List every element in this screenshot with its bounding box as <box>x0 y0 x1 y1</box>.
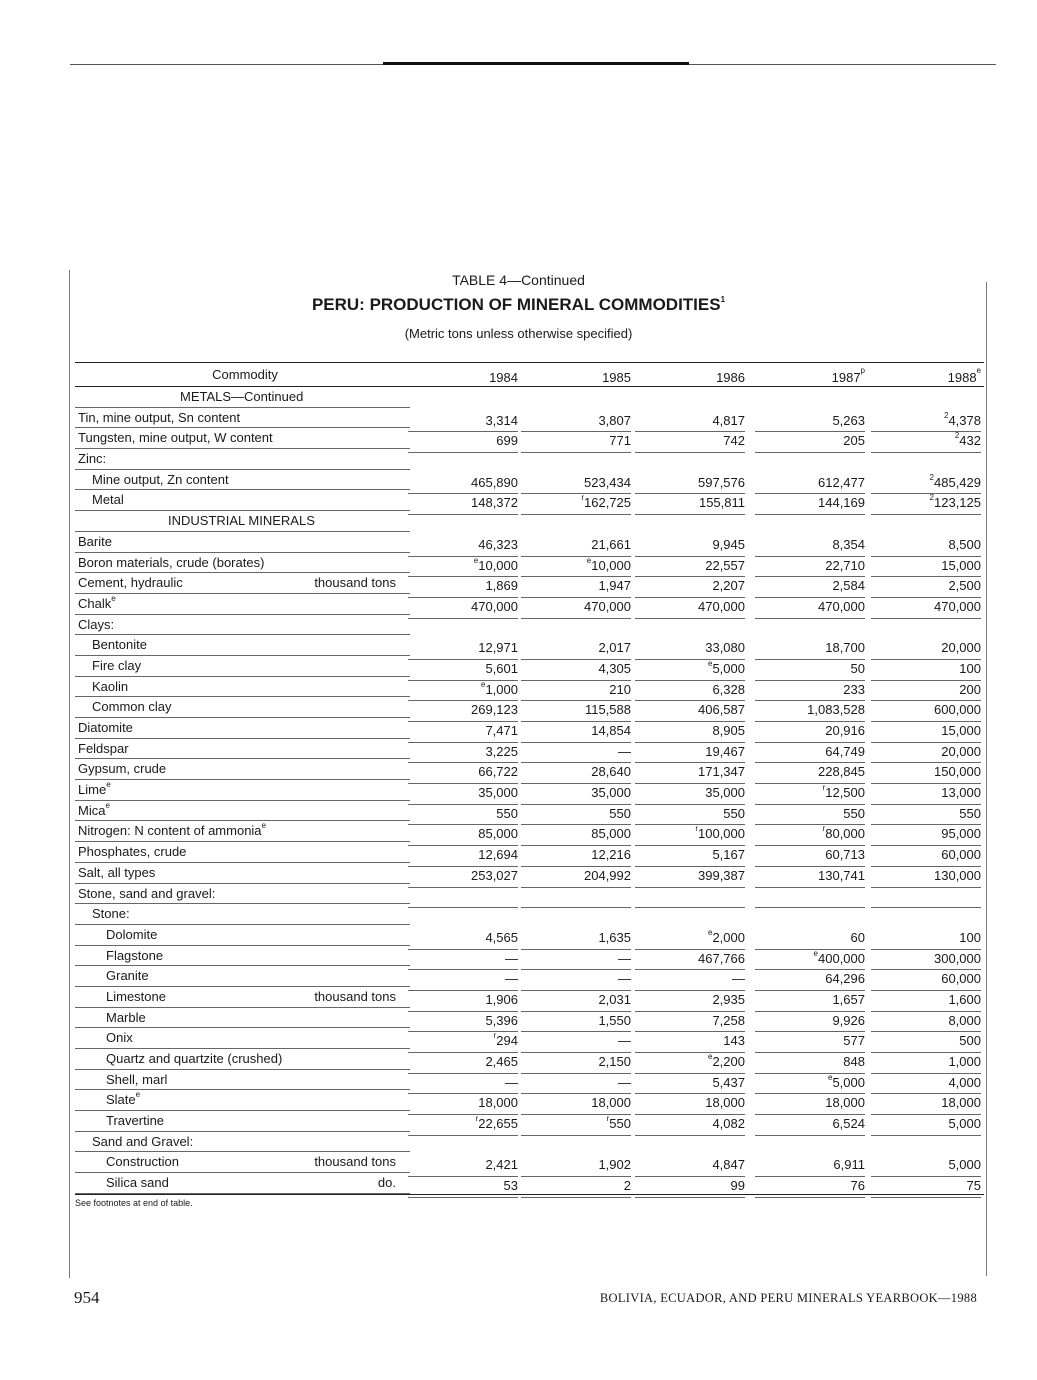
commodity-label: Cement, hydraulic <box>78 575 183 591</box>
value-cell: 14,854 <box>521 721 631 743</box>
value-cell: 21,661 <box>521 535 631 557</box>
value-cell: 2,150 <box>521 1052 631 1074</box>
value-cell: 600,000 <box>871 700 981 722</box>
value-cell <box>871 452 981 453</box>
value-cell: $^r$12,500 <box>755 783 865 805</box>
value-cell: 1,000 <box>871 1052 981 1074</box>
value-cell: 76 <box>755 1176 865 1198</box>
value-cell: 75 <box>871 1176 981 1198</box>
commodity-label: Onix <box>106 1030 133 1046</box>
table-row <box>75 925 984 946</box>
value-cell: 35,000 <box>635 783 745 805</box>
value-cell: 205 <box>755 431 865 453</box>
table-row <box>75 1028 984 1049</box>
value-cell: 2,207 <box>635 576 745 598</box>
table-row <box>75 656 984 677</box>
value-cell: 100 <box>871 928 981 950</box>
value-cell <box>408 452 518 453</box>
value-cell: $^e$10,000 <box>408 556 518 578</box>
commodity-label: Tungsten, mine output, W content <box>78 430 273 446</box>
commodity-label: Gypsum, crude <box>78 761 167 777</box>
value-cell: 171,347 <box>635 762 745 784</box>
value-cell: $^2$123,125 <box>871 493 981 515</box>
value-cell: 6,524 <box>755 1114 865 1136</box>
value-cell: 233 <box>755 680 865 702</box>
table-row <box>75 821 984 842</box>
value-cell: — <box>521 1073 631 1095</box>
value-cell: 18,000 <box>871 1093 981 1115</box>
unit-label: thousand tons <box>314 575 396 591</box>
value-cell: 2,584 <box>755 576 865 598</box>
value-cell: 2,500 <box>871 576 981 598</box>
value-cell: 12,971 <box>408 638 518 660</box>
table-subtitle: (Metric tons unless otherwise specified) <box>404 326 633 341</box>
commodity-label: Bentonite <box>92 637 147 653</box>
commodity-label: Kaolin <box>92 678 129 694</box>
value-cell: 143 <box>635 1031 745 1053</box>
value-cell: 2,017 <box>521 638 631 660</box>
value-cell: 150,000 <box>871 762 981 784</box>
commodity-label: Quartz and quartzite (crushed) <box>106 1051 283 1066</box>
value-cell: 20,000 <box>871 742 981 764</box>
year-header: 1986 <box>716 370 745 385</box>
value-cell: $^r$162,725 <box>521 493 631 515</box>
value-cell: 848 <box>755 1052 865 1074</box>
publication-title: BOLIVIA, ECUADOR, AND PERU MINERALS YEARBOOK—1988 <box>599 1291 977 1305</box>
value-cell <box>635 1135 745 1136</box>
value-cell: 50 <box>755 659 865 681</box>
value-cell: 8,354 <box>755 535 865 557</box>
value-cell: 1,635 <box>521 928 631 950</box>
value-cell: 148,372 <box>408 493 518 515</box>
value-cell <box>635 907 745 908</box>
value-cell: 64,296 <box>755 969 865 991</box>
table-row <box>75 780 984 801</box>
table-row <box>75 470 984 491</box>
value-cell: 20,916 <box>755 721 865 743</box>
value-cell: — <box>521 1031 631 1053</box>
commodity-label: Stone: <box>92 906 130 922</box>
commodity-label: Fire clay <box>92 657 142 673</box>
value-cell: 742 <box>635 431 745 453</box>
table-row <box>75 739 984 760</box>
value-cell: $^2$485,429 <box>871 473 981 495</box>
value-cell: — <box>521 969 631 991</box>
value-cell: 35,000 <box>521 783 631 805</box>
value-cell: 130,741 <box>755 866 865 888</box>
commodity-label: Limestone <box>106 988 166 1004</box>
value-cell: 60 <box>755 928 865 950</box>
value-cell: 4,000 <box>871 1073 981 1095</box>
value-cell: 35,000 <box>408 783 518 805</box>
value-cell: 300,000 <box>871 949 981 971</box>
commodity-label: Slate$^e$ <box>106 1090 141 1108</box>
value-cell: 12,216 <box>521 845 631 867</box>
value-cell: 144,169 <box>755 493 865 515</box>
table-row <box>75 1070 984 1091</box>
value-cell: 130,000 <box>871 866 981 888</box>
commodity-label: Feldspar <box>78 740 129 756</box>
value-cell: 66,722 <box>408 762 518 784</box>
value-cell: $^e$5,000 <box>635 659 745 681</box>
value-cell: 4,565 <box>408 928 518 950</box>
value-cell: $^r$22,655 <box>408 1114 518 1136</box>
table-row <box>75 615 984 636</box>
table-row <box>75 677 984 698</box>
value-cell: 5,000 <box>871 1114 981 1136</box>
value-cell: 210 <box>521 680 631 702</box>
table-row <box>75 884 984 905</box>
commodity-label: Common clay <box>92 699 172 715</box>
value-cell: 470,000 <box>521 597 631 619</box>
value-cell: 18,700 <box>755 638 865 660</box>
value-cell: 2,465 <box>408 1052 518 1074</box>
table-row <box>75 635 984 656</box>
value-cell: 100 <box>871 659 981 681</box>
value-cell: 523,434 <box>521 473 631 495</box>
value-cell <box>871 1135 981 1136</box>
row-rule <box>75 1193 410 1194</box>
value-cell: 5,437 <box>635 1073 745 1095</box>
table-body <box>75 387 984 1195</box>
value-cell <box>755 452 865 453</box>
value-cell: — <box>408 949 518 971</box>
commodity-label: Construction <box>106 1154 179 1170</box>
table-row <box>75 573 984 594</box>
commodity-label: Chalk$^e$ <box>78 593 116 611</box>
value-cell: 470,000 <box>635 597 745 619</box>
value-cell: 20,000 <box>871 638 981 660</box>
value-cell: $^r$550 <box>521 1114 631 1136</box>
commodity-label: Phosphates, crude <box>78 844 187 860</box>
value-cell <box>408 887 518 888</box>
value-cell: 470,000 <box>871 597 981 619</box>
commodity-label: Granite <box>106 968 149 984</box>
value-cell: 15,000 <box>871 721 981 743</box>
table-row <box>75 1090 984 1111</box>
table-row <box>75 1173 984 1195</box>
value-cell: 46,323 <box>408 535 518 557</box>
commodity-label: Sand and Gravel: <box>92 1133 194 1149</box>
commodity-label: Mine output, Zn content <box>92 471 229 487</box>
value-cell: 9,926 <box>755 1011 865 1033</box>
value-cell: 228,845 <box>755 762 865 784</box>
value-cell <box>755 887 865 888</box>
value-cell: 19,467 <box>635 742 745 764</box>
value-cell: 550 <box>635 804 745 826</box>
value-cell: 253,027 <box>408 866 518 888</box>
value-cell: 2,031 <box>521 990 631 1012</box>
table-row <box>75 801 984 822</box>
value-cell: 1,906 <box>408 990 518 1012</box>
value-cell: 5,000 <box>871 1155 981 1177</box>
value-cell: 5,167 <box>635 845 745 867</box>
value-cell: 33,080 <box>635 638 745 660</box>
value-cell: $^e$2,200 <box>635 1052 745 1074</box>
value-cell: 7,258 <box>635 1011 745 1033</box>
value-cell <box>521 452 631 453</box>
value-cell: 18,000 <box>521 1093 631 1115</box>
value-cell <box>521 618 631 619</box>
value-cell: 597,576 <box>635 473 745 495</box>
value-cell: $^e$5,000 <box>755 1073 865 1095</box>
value-cell: 467,766 <box>635 949 745 971</box>
value-cell: $^r$80,000 <box>755 824 865 846</box>
value-cell: 1,600 <box>871 990 981 1012</box>
table-label: TABLE 4—Continued <box>452 272 585 288</box>
value-cell: 550 <box>871 804 981 826</box>
value-cell: 60,000 <box>871 845 981 867</box>
value-cell: 6,911 <box>755 1155 865 1177</box>
value-cell: 99 <box>635 1176 745 1198</box>
value-cell: 465,890 <box>408 473 518 495</box>
value-cell: 500 <box>871 1031 981 1053</box>
value-cell: 53 <box>408 1176 518 1198</box>
value-cell: — <box>521 949 631 971</box>
value-cell: 470,000 <box>755 597 865 619</box>
value-cell: 2,421 <box>408 1155 518 1177</box>
value-cell: 204,992 <box>521 866 631 888</box>
value-cell <box>521 1135 631 1136</box>
value-cell: 12,694 <box>408 845 518 867</box>
value-cell: 399,387 <box>635 866 745 888</box>
commodity-header: Commodity <box>212 367 278 382</box>
value-cell: $^e$400,000 <box>755 949 865 971</box>
table-row <box>75 449 984 470</box>
value-cell: 22,557 <box>635 556 745 578</box>
value-cell: 5,601 <box>408 659 518 681</box>
value-cell <box>871 907 981 908</box>
value-cell: 6,328 <box>635 680 745 702</box>
value-cell: $^2$432 <box>871 431 981 453</box>
value-cell: 1,083,528 <box>755 700 865 722</box>
table-row <box>75 408 984 429</box>
commodity-label: Zinc: <box>78 451 107 467</box>
value-cell <box>635 887 745 888</box>
commodity-label: Mica$^e$ <box>78 800 110 818</box>
value-cell: 8,500 <box>871 535 981 557</box>
table-row <box>75 946 984 967</box>
commodity-label: Marble <box>106 1009 146 1025</box>
commodity-label: Salt, all types <box>78 864 156 880</box>
left-margin-line <box>69 270 70 1278</box>
year-header: 1984 <box>489 370 518 385</box>
value-cell <box>408 907 518 908</box>
value-cell <box>521 907 631 908</box>
section-heading-row <box>75 387 984 408</box>
value-cell: 60,000 <box>871 969 981 991</box>
value-cell <box>635 452 745 453</box>
value-cell <box>755 618 865 619</box>
value-cell: 269,123 <box>408 700 518 722</box>
section-heading-row <box>75 511 984 532</box>
value-cell: 1,947 <box>521 576 631 598</box>
table-row <box>75 490 984 511</box>
value-cell: 8,000 <box>871 1011 981 1033</box>
value-cell: 2,935 <box>635 990 745 1012</box>
value-cell: — <box>521 742 631 764</box>
value-cell: 7,471 <box>408 721 518 743</box>
value-cell: 18,000 <box>408 1093 518 1115</box>
value-cell: 470,000 <box>408 597 518 619</box>
value-cell: 4,082 <box>635 1114 745 1136</box>
table-row <box>75 1132 984 1153</box>
commodity-label: Silica sand <box>106 1175 169 1191</box>
value-cell <box>871 618 981 619</box>
value-cell <box>755 1135 865 1136</box>
right-margin-line <box>986 282 987 1276</box>
commodity-label: Lime$^e$ <box>78 780 111 798</box>
value-cell: 612,477 <box>755 473 865 495</box>
value-cell: 85,000 <box>408 824 518 846</box>
value-cell: 9,945 <box>635 535 745 557</box>
value-cell: 699 <box>408 431 518 453</box>
table-row <box>75 759 984 780</box>
value-cell: 4,817 <box>635 411 745 433</box>
value-cell: 5,396 <box>408 1011 518 1033</box>
table-row <box>75 1152 984 1173</box>
commodity-label: Stone, sand and gravel: <box>78 885 216 901</box>
table-title-text: PERU: PRODUCTION OF MINERAL COMMODITIES <box>311 295 721 314</box>
page-number: 954 <box>74 1288 100 1307</box>
table-row <box>75 987 984 1008</box>
value-cell: 200 <box>871 680 981 702</box>
value-cell: 1,550 <box>521 1011 631 1033</box>
value-cell: — <box>408 1073 518 1095</box>
table-row <box>75 553 984 574</box>
commodity-label: Dolomite <box>106 926 158 942</box>
value-cell <box>408 1135 518 1136</box>
value-cell: 85,000 <box>521 824 631 846</box>
table-row <box>75 904 984 925</box>
commodity-label: Barite <box>78 533 112 549</box>
year-header: 1985 <box>602 370 631 385</box>
table-row <box>75 966 984 987</box>
commodity-label: Metal <box>92 492 124 508</box>
value-cell <box>755 907 865 908</box>
value-cell: 28,640 <box>521 762 631 784</box>
value-cell: $^e$10,000 <box>521 556 631 578</box>
value-cell: 550 <box>755 804 865 826</box>
table-row <box>75 1008 984 1029</box>
table-title <box>0 295 1037 315</box>
value-cell: $^e$1,000 <box>408 680 518 702</box>
table-header-row <box>75 363 984 387</box>
top-rule-accent <box>383 62 689 65</box>
commodity-label: Clays: <box>78 616 115 632</box>
value-cell: — <box>635 969 745 991</box>
table-row <box>75 1049 984 1070</box>
value-cell: 1,869 <box>408 576 518 598</box>
value-cell <box>635 618 745 619</box>
value-cell: 64,749 <box>755 742 865 764</box>
commodity-label: INDUSTRIAL MINERALS <box>168 513 315 529</box>
commodity-label: Flagstone <box>106 947 164 963</box>
year-header: 1987$^p$ <box>831 366 865 385</box>
title-footnote-mark: 1 <box>720 295 726 304</box>
value-cell: 13,000 <box>871 783 981 805</box>
value-cell: 577 <box>755 1031 865 1053</box>
table-row <box>75 532 984 553</box>
value-cell: 406,587 <box>635 700 745 722</box>
value-cell: 18,000 <box>755 1093 865 1115</box>
value-cell: — <box>408 969 518 991</box>
value-cell: $^2$4,378 <box>871 411 981 433</box>
value-cell: $^e$2,000 <box>635 928 745 950</box>
value-cell: $^r$100,000 <box>635 824 745 846</box>
unit-label: thousand tons <box>314 988 396 1004</box>
value-cell: 15,000 <box>871 556 981 578</box>
value-cell: 1,657 <box>755 990 865 1012</box>
commodity-label: METALS—Continued <box>180 389 304 404</box>
value-cell: 3,807 <box>521 411 631 433</box>
table-row <box>75 718 984 739</box>
value-cell: 155,811 <box>635 493 745 515</box>
table-row <box>75 697 984 718</box>
commodity-label: Diatomite <box>78 720 133 735</box>
value-cell: $^r$294 <box>408 1031 518 1053</box>
table-row <box>75 594 984 615</box>
commodity-label: Boron materials, crude (borates) <box>78 554 265 570</box>
commodity-label: Tin, mine output, Sn content <box>78 409 241 425</box>
value-cell: 8,905 <box>635 721 745 743</box>
value-cell: 5,263 <box>755 411 865 433</box>
value-cell: 4,305 <box>521 659 631 681</box>
value-cell: 2 <box>521 1176 631 1198</box>
value-cell: 18,000 <box>635 1093 745 1115</box>
value-cell: 1,902 <box>521 1155 631 1177</box>
footnote: See footnotes at end of table. <box>75 1198 193 1208</box>
value-cell: 60,713 <box>755 845 865 867</box>
value-cell: 3,314 <box>408 411 518 433</box>
value-cell <box>408 618 518 619</box>
value-cell: 95,000 <box>871 824 981 846</box>
value-cell: 550 <box>408 804 518 826</box>
value-cell <box>521 887 631 888</box>
value-cell: 771 <box>521 431 631 453</box>
commodity-label: Nitrogen: N content of ammonia$^e$ <box>78 821 266 839</box>
value-cell: 550 <box>521 804 631 826</box>
value-cell: 4,847 <box>635 1155 745 1177</box>
value-cell <box>871 887 981 888</box>
table-row <box>75 842 984 863</box>
table-row <box>75 863 984 884</box>
table-row <box>75 428 984 449</box>
year-header: 1988e <box>947 366 981 385</box>
production-table <box>75 362 984 1195</box>
unit-label: do. <box>377 1175 396 1191</box>
commodity-label: Travertine <box>106 1113 165 1129</box>
commodity-label: Shell, marl <box>106 1071 168 1087</box>
value-cell: 3,225 <box>408 742 518 764</box>
table-row <box>75 1111 984 1132</box>
value-cell: 115,588 <box>521 700 631 722</box>
unit-label: thousand tons <box>314 1154 396 1170</box>
value-cell: 22,710 <box>755 556 865 578</box>
